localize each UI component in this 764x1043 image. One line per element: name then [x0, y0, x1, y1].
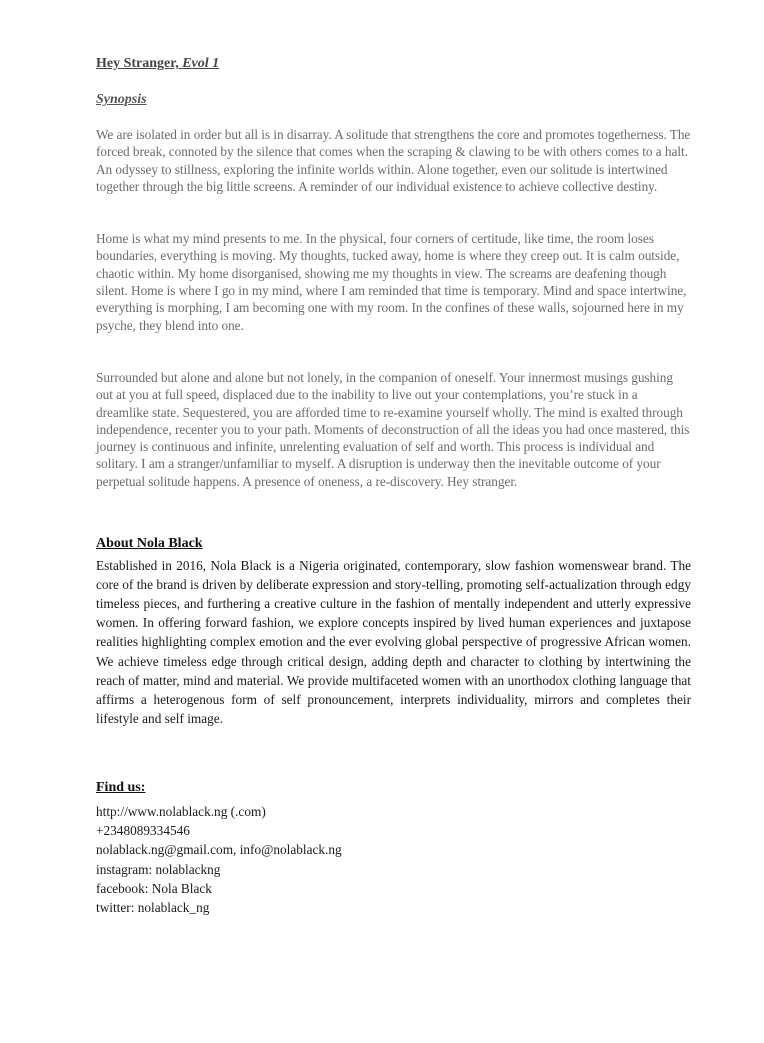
title-collection-name: Evol 1 [182, 56, 220, 71]
website-link[interactable]: http://www.nolablack.ng (.com) [96, 803, 266, 819]
facebook-handle: facebook: Nola Black [96, 880, 212, 896]
about-heading: About Nola Black [96, 536, 203, 552]
contact-list [96, 802, 691, 917]
phone-number: +2348089334546 [96, 823, 190, 839]
twitter-handle: twitter: nolablack_ng [96, 899, 210, 915]
document-page [96, 56, 691, 917]
synopsis-paragraph-1: We are isolated in order but all is in disarray. A solitude that strengthens the core and promotes togetherness. The forced break, connoted by the silence that comes when the scraping & clawing to be with others comes to a halt. An odyssey to stillness, exploring the infinite worlds within. Alone together, even our solitude is intertwined together through the big little screens. A reminder of our individual existence to achieve collective destiny. [96, 127, 691, 194]
instagram-handle: instagram: nolablackng [96, 861, 221, 877]
synopsis-paragraph-2: Home is what my mind presents to me. In the physical, four corners of certitude, like time, the room loses boundaries, everything is moving. My thoughts, tucked away, home is where they creep out. It is calm outside, chaotic within. My home disorganised, showing me my thoughts in view. The screams are deafening though silent. Home is where I go in my mind, where I am reminded that time is temporary. Mind and space intertwine, everything is morphing, I am becoming one with my room. In the confines of these walls, sojourned here in my psyche, they blend into one. [96, 231, 687, 333]
title-prefix: Hey Stranger, [96, 56, 183, 71]
document-title [96, 56, 691, 76]
find-us-heading: Find us: [96, 779, 146, 795]
email-addresses[interactable]: nolablack.ng@gmail.com, info@nolablack.ng [96, 842, 342, 858]
synopsis-paragraph-3: Surrounded but alone and alone but not lonely, in the companion of oneself. Your innermost musings gushing out at you at full speed, displaced due to the inability to live out your contemplations, you’re stuck in a dreamlike state. Sequestered, you are afforded time to re-examine yourself wholly. The mind is exalted through independence, recenter you to your path. Moments of deconstruction of all the ideas you had once mastered, this journey is continuous and infinite, unrelenting evaluation of self and worth. This process is individual and solitary. I am a stranger/unfamiliar to myself. A disruption is underway then the inevitable outcome of your perpetual solitude happens. A presence of oneness, a re-discovery. Hey stranger. [96, 369, 690, 489]
about-paragraph: Established in 2016, Nola Black is a Nigeria originated, contemporary, slow fashion womenswear brand. The core of the brand is driven by deliberate expression and story-telling, promoting self-actualization through edgy timeless pieces, and furthering a creative culture in the fashion of mentally independent and utterly expressive women. In offering forward fashion, we explore concepts inspired by lived human experiences and juxtapose realities highlighting complex emotion and the ever evolving global perspective of progressive African women. We achieve timeless edge through critical design, adding depth and character to clothing by intertwining the reach of matter, mind and material. We provide multifaceted women with an unorthodox clothing language that affirms a heterogenous form of self pronouncement, interprets individuality, mirrors and completes their lifestyle and self image. [96, 558, 691, 726]
synopsis-heading: Synopsis [96, 92, 147, 107]
